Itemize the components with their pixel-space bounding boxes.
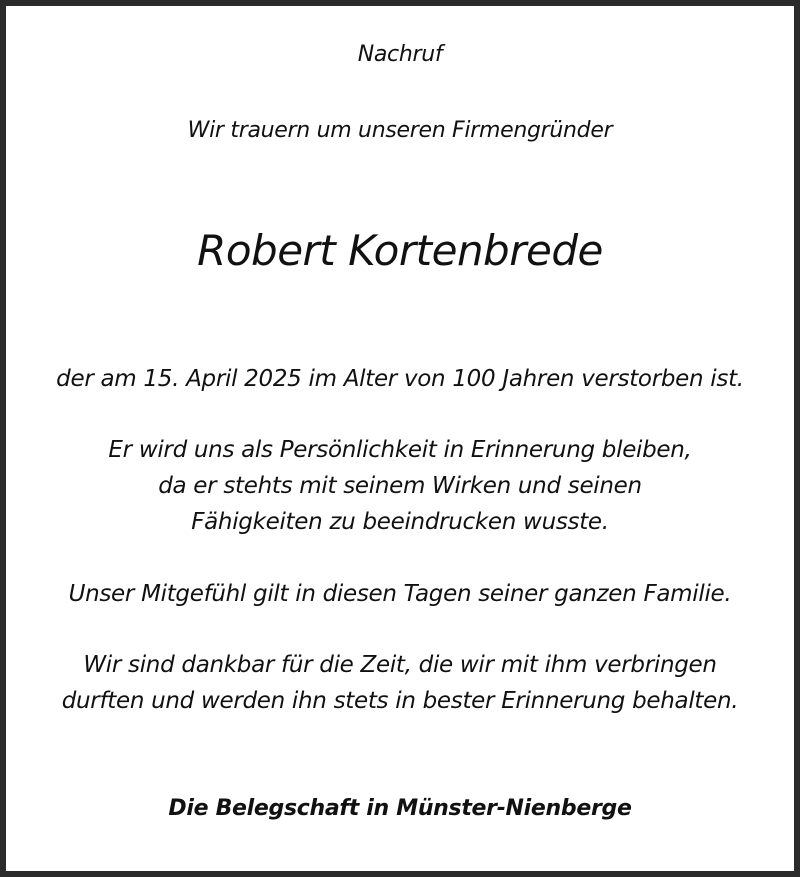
notice-title: Nachruf: [357, 42, 443, 67]
signature: Die Belegschaft in Münster-Nienberge: [168, 796, 632, 821]
paragraph1-line3: Fähigkeiten zu beeindrucken wusste.: [191, 509, 609, 535]
intro-line: Wir trauern um unseren Firmengründer: [187, 118, 613, 143]
paragraph3-line1: Wir sind dankbar für die Zeit, die wir mit ihm verbringen: [83, 652, 717, 678]
sympathy-line: Unser Mitgefühl gilt in diesen Tagen seiner ganzen Familie.: [68, 581, 732, 607]
paragraph1-line2: da er stehts mit seinem Wirken und seinen: [158, 473, 642, 499]
death-date-line: der am 15. April 2025 im Alter von 100 Jahren verstorben ist.: [56, 366, 744, 392]
paragraph1-line1: Er wird uns als Persönlichkeit in Erinnerung bleiben,: [108, 437, 692, 463]
paragraph3-line2: durften und werden ihn stets in bester Erinnerung behalten.: [61, 688, 739, 714]
deceased-name: Robert Kortenbrede: [197, 226, 603, 275]
